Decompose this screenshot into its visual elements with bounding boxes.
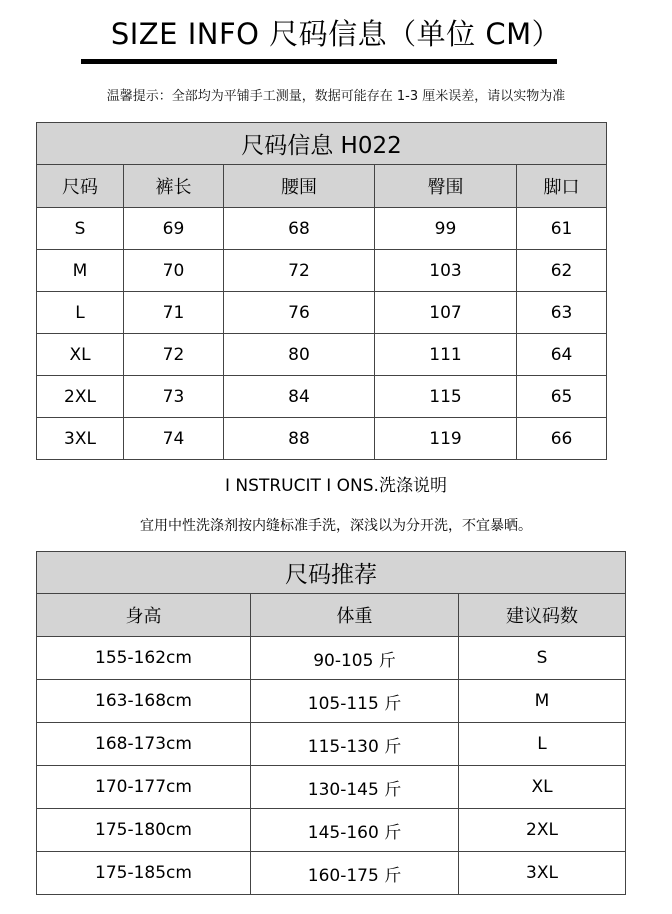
size-table-header-hip: 臀围 bbox=[375, 165, 517, 208]
table-cell: 163-168cm bbox=[37, 680, 251, 723]
table-row bbox=[37, 637, 626, 680]
table-cell: 160-175 斤 bbox=[251, 852, 459, 895]
table-row bbox=[37, 680, 626, 723]
table-cell: 62 bbox=[517, 250, 607, 292]
table-cell: 72 bbox=[224, 250, 375, 292]
table-cell: 168-173cm bbox=[37, 723, 251, 766]
table-row bbox=[37, 809, 626, 852]
table-cell: 71 bbox=[124, 292, 224, 334]
table-row bbox=[37, 292, 607, 334]
table-cell: 74 bbox=[124, 418, 224, 460]
title-underline bbox=[81, 59, 557, 64]
table-cell: 3XL bbox=[459, 852, 626, 895]
table-row bbox=[37, 723, 626, 766]
table-cell: 115 bbox=[375, 376, 517, 418]
instructions-heading: I NSTRUCIT I ONS.洗涤说明 bbox=[225, 476, 447, 496]
table-cell: 73 bbox=[124, 376, 224, 418]
recommend-table-caption: 尺码推荐 bbox=[37, 552, 626, 594]
table-cell: 72 bbox=[124, 334, 224, 376]
size-table-header-waist: 腰围 bbox=[224, 165, 375, 208]
table-cell: 119 bbox=[375, 418, 517, 460]
table-cell: S bbox=[37, 208, 124, 250]
table-cell: 130-145 斤 bbox=[251, 766, 459, 809]
table-cell: 115-130 斤 bbox=[251, 723, 459, 766]
table-cell: 61 bbox=[517, 208, 607, 250]
table-cell: 2XL bbox=[37, 376, 124, 418]
table-cell: 175-185cm bbox=[37, 852, 251, 895]
table-row bbox=[37, 334, 607, 376]
table-cell: 76 bbox=[224, 292, 375, 334]
table-cell: 65 bbox=[517, 376, 607, 418]
recommend-table-header-height: 身高 bbox=[37, 594, 251, 637]
table-cell: 111 bbox=[375, 334, 517, 376]
table-cell: XL bbox=[459, 766, 626, 809]
table-cell: 66 bbox=[517, 418, 607, 460]
table-cell: 99 bbox=[375, 208, 517, 250]
table-row bbox=[37, 852, 626, 895]
table-cell: 2XL bbox=[459, 809, 626, 852]
table-cell: 69 bbox=[124, 208, 224, 250]
table-cell: 105-115 斤 bbox=[251, 680, 459, 723]
care-instructions-text: 宜用中性洗涤剂按内缝标准手洗，深浅以为分开洗，不宜暴晒。 bbox=[140, 518, 532, 534]
size-table-caption: 尺码信息 H022 bbox=[37, 123, 607, 165]
size-table-header-length: 裤长 bbox=[124, 165, 224, 208]
measurement-notice: 温馨提示：全部均为平铺手工测量，数据可能存在 1-3 厘米误差，请以实物为准 bbox=[106, 89, 566, 104]
table-cell: 68 bbox=[224, 208, 375, 250]
recommend-table-header-size: 建议码数 bbox=[459, 594, 626, 637]
table-cell: M bbox=[37, 250, 124, 292]
table-cell: L bbox=[37, 292, 124, 334]
table-cell: 107 bbox=[375, 292, 517, 334]
recommend-table-header-weight: 体重 bbox=[251, 594, 459, 637]
table-row bbox=[37, 766, 626, 809]
table-cell: 88 bbox=[224, 418, 375, 460]
table-cell: 70 bbox=[124, 250, 224, 292]
table-cell: S bbox=[459, 637, 626, 680]
table-row bbox=[37, 376, 607, 418]
table-cell: M bbox=[459, 680, 626, 723]
size-info-table bbox=[36, 122, 607, 460]
table-row bbox=[37, 418, 607, 460]
table-cell: 145-160 斤 bbox=[251, 809, 459, 852]
table-cell: 175-180cm bbox=[37, 809, 251, 852]
table-cell: 63 bbox=[517, 292, 607, 334]
table-cell: 170-177cm bbox=[37, 766, 251, 809]
table-cell: 3XL bbox=[37, 418, 124, 460]
table-cell: L bbox=[459, 723, 626, 766]
table-cell: 80 bbox=[224, 334, 375, 376]
size-table-header-size: 尺码 bbox=[37, 165, 124, 208]
table-cell: 155-162cm bbox=[37, 637, 251, 680]
page-title: SIZE INFO 尺码信息（单位 CM） bbox=[110, 17, 562, 51]
table-row bbox=[37, 250, 607, 292]
table-cell: XL bbox=[37, 334, 124, 376]
table-cell: 84 bbox=[224, 376, 375, 418]
table-row bbox=[37, 208, 607, 250]
table-cell: 64 bbox=[517, 334, 607, 376]
table-cell: 103 bbox=[375, 250, 517, 292]
size-table-header-leg-opening: 脚口 bbox=[517, 165, 607, 208]
table-cell: 90-105 斤 bbox=[251, 637, 459, 680]
size-recommendation-table bbox=[36, 551, 626, 895]
